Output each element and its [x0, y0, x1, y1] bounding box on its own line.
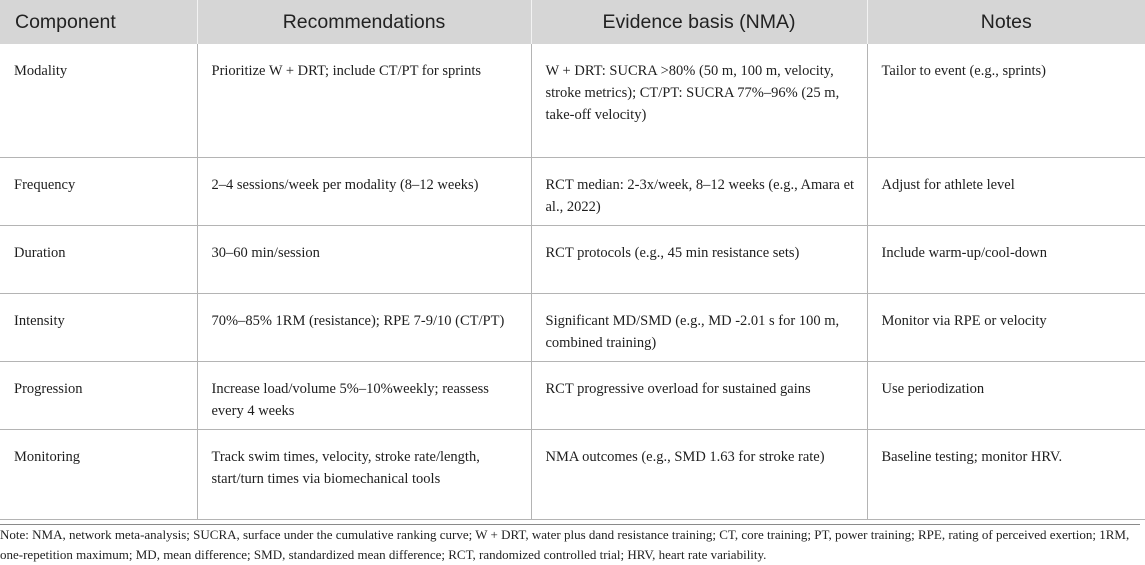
cell-component: Monitoring [0, 429, 197, 519]
cell-notes: Use periodization [867, 361, 1145, 429]
cell-evidence: RCT progressive overload for sustained gains [531, 361, 867, 429]
table-row [0, 44, 1145, 157]
table-row [0, 361, 1145, 429]
cell-evidence: RCT protocols (e.g., 45 min resistance sets) [531, 225, 867, 293]
cell-evidence: Significant MD/SMD (e.g., MD -2.01 s for 100 m, combined training) [531, 293, 867, 361]
header-component: Component [0, 0, 197, 44]
table-row [0, 157, 1145, 225]
cell-recommendations: Prioritize W + DRT; include CT/PT for sprints [197, 44, 531, 157]
cell-evidence: NMA outcomes (e.g., SMD 1.63 for stroke rate) [531, 429, 867, 519]
cell-evidence: W + DRT: SUCRA >80% (50 m, 100 m, velocity, stroke metrics); CT/PT: SUCRA 77%–96% (25 m, take-off velocity) [531, 44, 867, 157]
cell-evidence: RCT median: 2-3x/week, 8–12 weeks (e.g., Amara et al., 2022) [531, 157, 867, 225]
cell-recommendations: Track swim times, velocity, stroke rate/length, start/turn times via biomechanical tools [197, 429, 531, 519]
cell-recommendations: 2–4 sessions/week per modality (8–12 weeks) [197, 157, 531, 225]
cell-component: Progression [0, 361, 197, 429]
cell-notes: Baseline testing; monitor HRV. [867, 429, 1145, 519]
cell-component: Frequency [0, 157, 197, 225]
cell-component: Duration [0, 225, 197, 293]
cell-notes: Tailor to event (e.g., sprints) [867, 44, 1145, 157]
cell-component: Intensity [0, 293, 197, 361]
table-footnote: Note: NMA, network meta-analysis; SUCRA, surface under the cumulative ranking curve; W + DRT, water plus dand resistance training; CT, core training; PT, power training; RPE, rating of perceived exertion; 1RM, one-repetition maximum; MD, mean difference; SMD, standardized mean difference; RCT, randomized controlled trial; HRV, heart rate variability. [0, 524, 1140, 565]
table-row [0, 429, 1145, 519]
header-row [0, 0, 1145, 44]
header-evidence: Evidence basis (NMA) [531, 0, 867, 44]
cell-recommendations: 70%–85% 1RM (resistance); RPE 7-9/10 (CT/PT) [197, 293, 531, 361]
header-recommendations: Recommendations [197, 0, 531, 44]
cell-notes: Include warm-up/cool-down [867, 225, 1145, 293]
cell-component: Modality [0, 44, 197, 157]
cell-recommendations: Increase load/volume 5%–10%weekly; reassess every 4 weeks [197, 361, 531, 429]
table-body [0, 44, 1145, 519]
table-row [0, 293, 1145, 361]
header-notes: Notes [867, 0, 1145, 44]
cell-recommendations: 30–60 min/session [197, 225, 531, 293]
cell-notes: Monitor via RPE or velocity [867, 293, 1145, 361]
table-row [0, 225, 1145, 293]
cell-notes: Adjust for athlete level [867, 157, 1145, 225]
table-header [0, 0, 1145, 44]
